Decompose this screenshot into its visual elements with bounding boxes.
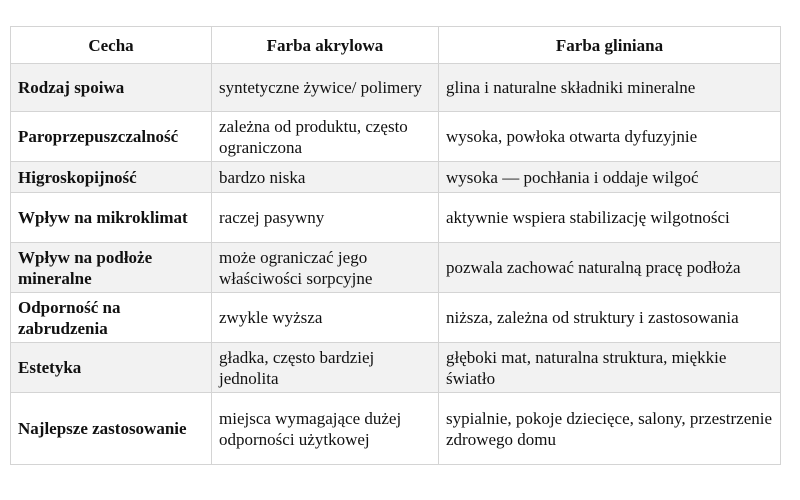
table-row [11,243,781,293]
table-header [11,27,781,64]
row-clay-value: aktywnie wspiera stabilizację wilgotności [439,193,781,243]
row-clay-value: wysoka, powłoka otwarta dyfuzyjnie [439,112,781,162]
row-clay-value: glina i naturalne składniki mineralne [439,64,781,112]
row-acrylic-value: miejsca wymagające dużej odporności użytkowej [212,393,439,465]
table-row [11,64,781,112]
row-feature: Paroprzepuszczalność [11,112,212,162]
row-clay-value: sypialnie, pokoje dziecięce, salony, przestrzenie zdrowego domu [439,393,781,465]
row-feature: Wpływ na podłoże mineralne [11,243,212,293]
row-clay-value: pozwala zachować naturalną pracę podłoża [439,243,781,293]
row-clay-value: wysoka — pochłania i oddaje wilgoć [439,162,781,193]
row-feature: Estetyka [11,343,212,393]
table-row [11,393,781,465]
comparison-table [10,26,781,465]
row-acrylic-value: gładka, często bardziej jednolita [212,343,439,393]
header-clay-paint: Farba gliniana [439,27,781,64]
table-row [11,162,781,193]
table-row [11,112,781,162]
row-acrylic-value: syntetyczne żywice/ polimery [212,64,439,112]
table-row [11,193,781,243]
header-row [11,27,781,64]
table-body [11,64,781,465]
row-acrylic-value: może ograniczać jego właściwości sorpcyjne [212,243,439,293]
row-clay-value: głęboki mat, naturalna struktura, miękkie światło [439,343,781,393]
row-clay-value: niższa, zależna od struktury i zastosowania [439,293,781,343]
header-acrylic-paint: Farba akrylowa [212,27,439,64]
row-acrylic-value: zależna od produktu, często ograniczona [212,112,439,162]
row-feature: Wpływ na mikroklimat [11,193,212,243]
row-feature: Higroskopijność [11,162,212,193]
row-feature: Rodzaj spoiwa [11,64,212,112]
table-row [11,293,781,343]
row-acrylic-value: raczej pasywny [212,193,439,243]
table-row [11,343,781,393]
row-acrylic-value: zwykle wyższa [212,293,439,343]
row-feature: Odporność na zabrudzenia [11,293,212,343]
row-acrylic-value: bardzo niska [212,162,439,193]
header-feature: Cecha [11,27,212,64]
row-feature: Najlepsze zastosowanie [11,393,212,465]
